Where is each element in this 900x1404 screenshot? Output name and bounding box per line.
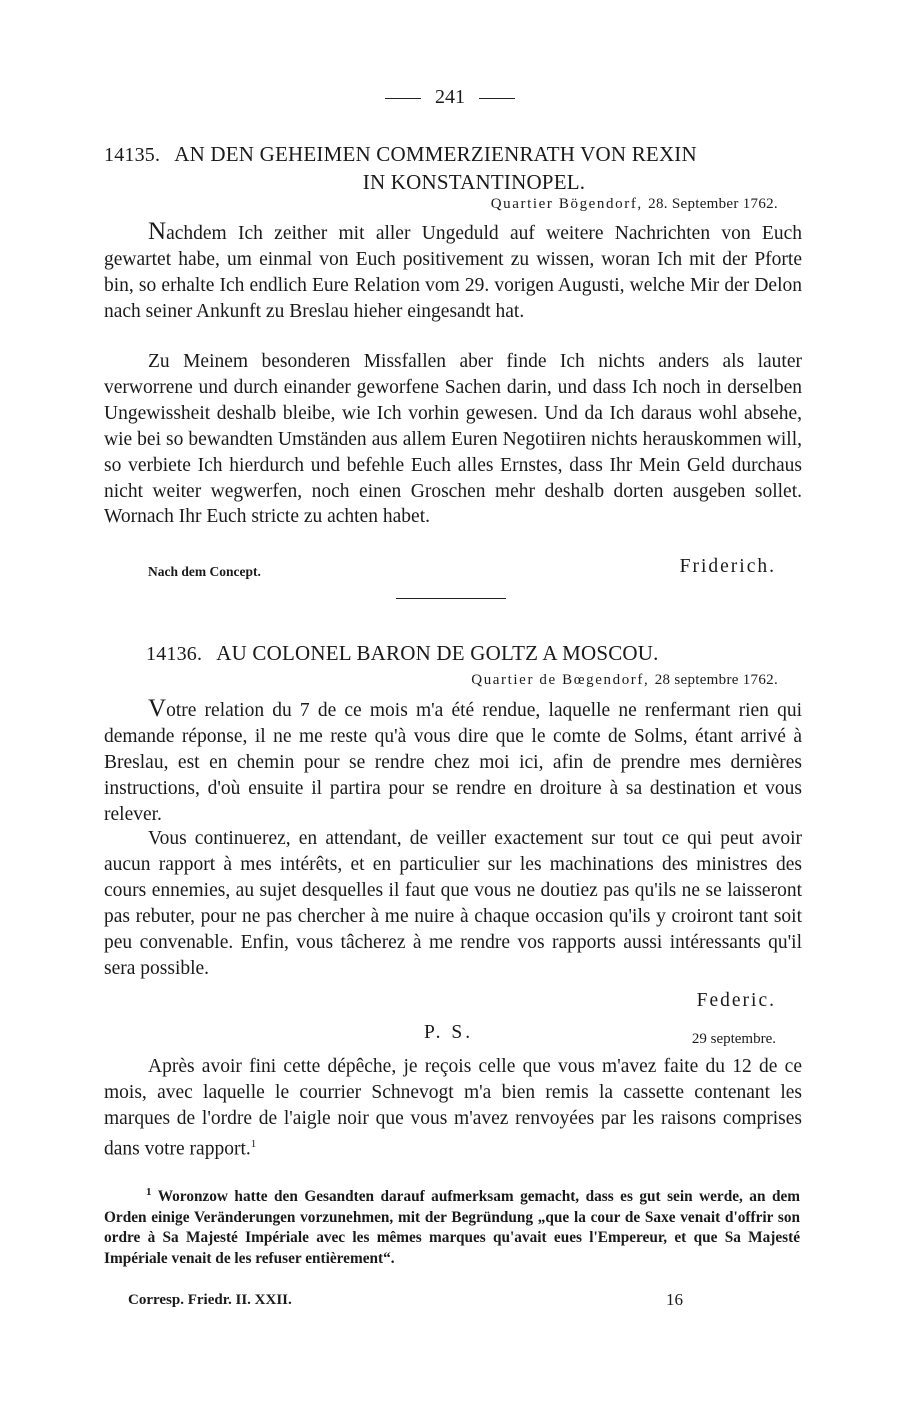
source-note: Nach dem Concept. [148,564,261,579]
initial-letter: N [148,218,167,245]
ps-date: 29 septembre. [691,1031,776,1047]
letter-14135-dateline [491,196,778,213]
heading-line-2: IN KONSTANTINOPEL. [362,170,586,194]
dateline-place: Quartier de Bœgendorf, [471,672,650,688]
ps-text: Après avoir fini cette dépêche, je reçois celle que vous m'avez faite du 12 de ce mois, avec laquelle le courrier Schnevogt m'a bien remis la cassette contenant les marques de l'ordre de l'aigle noir que vous m'avez renvoyées par les raisons comprises dans votre rapport. [104,1056,802,1160]
footnote-text: Woronzow hatte den Gesandten darauf aufmerksam gemacht, dass es gut sein werde, an dem Orden einige Veränderungen vorzunehmen, mit der Begründung „que la cour de Saxe venait d'offrir son ordre à Sa Majesté Impériale avec les mêmes marques qu'avait eues l'Empereur, et que Sa Majesté Impériale venait de les refuser entièrement“. [104,1188,800,1267]
heading-line: AU COLONEL BARON DE GOLTZ A MOSCOU. [216,641,659,665]
letter-14136-heading [146,640,846,668]
paragraph-text: achdem Ich zeither mit aller Ungeduld auf weitere Nachrichten von Euch gewartet habe, um einmal von Euch positivement zu wissen, woran Ich mit der Pforte bin, so erhalte Ich endlich Eure Relation vom 29. vorigen Augusti, welche Mir der Delon nach seiner Ankunft zu Breslau hieher eingesandt hat. [104,223,802,322]
letter-14135-paragraph-1 [104,219,802,325]
letter-14136-paragraph-1 [104,696,802,828]
dateline-place: Quartier Bögendorf, [490,196,643,212]
dateline-date: 28 septembre 1762. [654,672,778,688]
page-number: 241 [435,86,465,108]
dateline-date: 28. September 1762. [648,196,778,212]
signature-friderich: Friderich. [679,556,776,577]
letter-14136-paragraph-2: Vous continuerez, en attendant, de veiller exactement sur tout ce qui peut avoir aucun rapport à mes intérêts, et en particulier sur les machinations des ministres des cours ennemies, au sujet desquelles il faut que vous ne doutiez pas qu'ils ne se laisseront pas rebuter, pour ne pas chercher à me nuire à chaque occasion qu'ils y croiront tant soit peu convenable. Enfin, vous tâcherez à me rendre vos rapports aussi intéressants qu'il sera possible. [104,828,802,979]
letter-14135-heading [104,141,804,196]
letter-14136-dateline [471,672,778,689]
footer-collection-ref: Corresp. Friedr. II. XXII. [128,1292,292,1308]
footnote [104,1182,800,1269]
page-number-dash-right [479,98,515,99]
initial-letter: V [148,695,167,722]
footer-signature-mark: 16 [666,1290,683,1309]
footnote-reference: 1 [250,1137,257,1150]
paragraph-text: otre relation du 7 de ce mois m'a été rendue, laquelle ne renfermant rien qui demande réponse, il ne me reste qu'à vous dire que le comte de Solms, étant arrivé à Breslau, est en chemin pour se rendre chez moi ici, afin de prendre mes dernières instructions, d'où ensuite il partira pour se rendre en droiture à sa destination et vous relever. [104,700,802,825]
heading-line-1: AN DEN GEHEIMEN COMMERZIENRATH VON REXIN [174,142,697,166]
letter-14135-paragraph-2: Zu Meinem besonderen Missfallen aber finde Ich nichts anders als lauter verworrene und durch einander geworfene Sachen darin, und dass Ich noch in derselben Ungewissheit deshalb bleibe, wie Ich vorhin gewesen. Und da Ich daraus wohl absehe, wie bei so bewandten Umständen aus allem Euren Negotiiren nichts herauskommen will, so verbiete Ich hierdurch und befehle Euch alles Ernstes, dass Ihr Mein Geld durchaus nicht weiter wegwerfen, noch einen Groschen mehr deshalb dorten ausgeben sollet. Wornach Ihr Euch stricte zu achten habet. [104,351,802,528]
letter-number: 14135. [104,144,161,166]
section-divider [396,598,506,599]
page-number-dash-left [385,98,421,99]
page-number-row [0,86,900,109]
signature-federic: Federic. [696,990,776,1011]
letter-number: 14136. [146,643,203,665]
footnote-mark: 1 [146,1186,152,1198]
ps-label: P. S. [424,1022,474,1043]
ps-paragraph [104,1054,802,1162]
